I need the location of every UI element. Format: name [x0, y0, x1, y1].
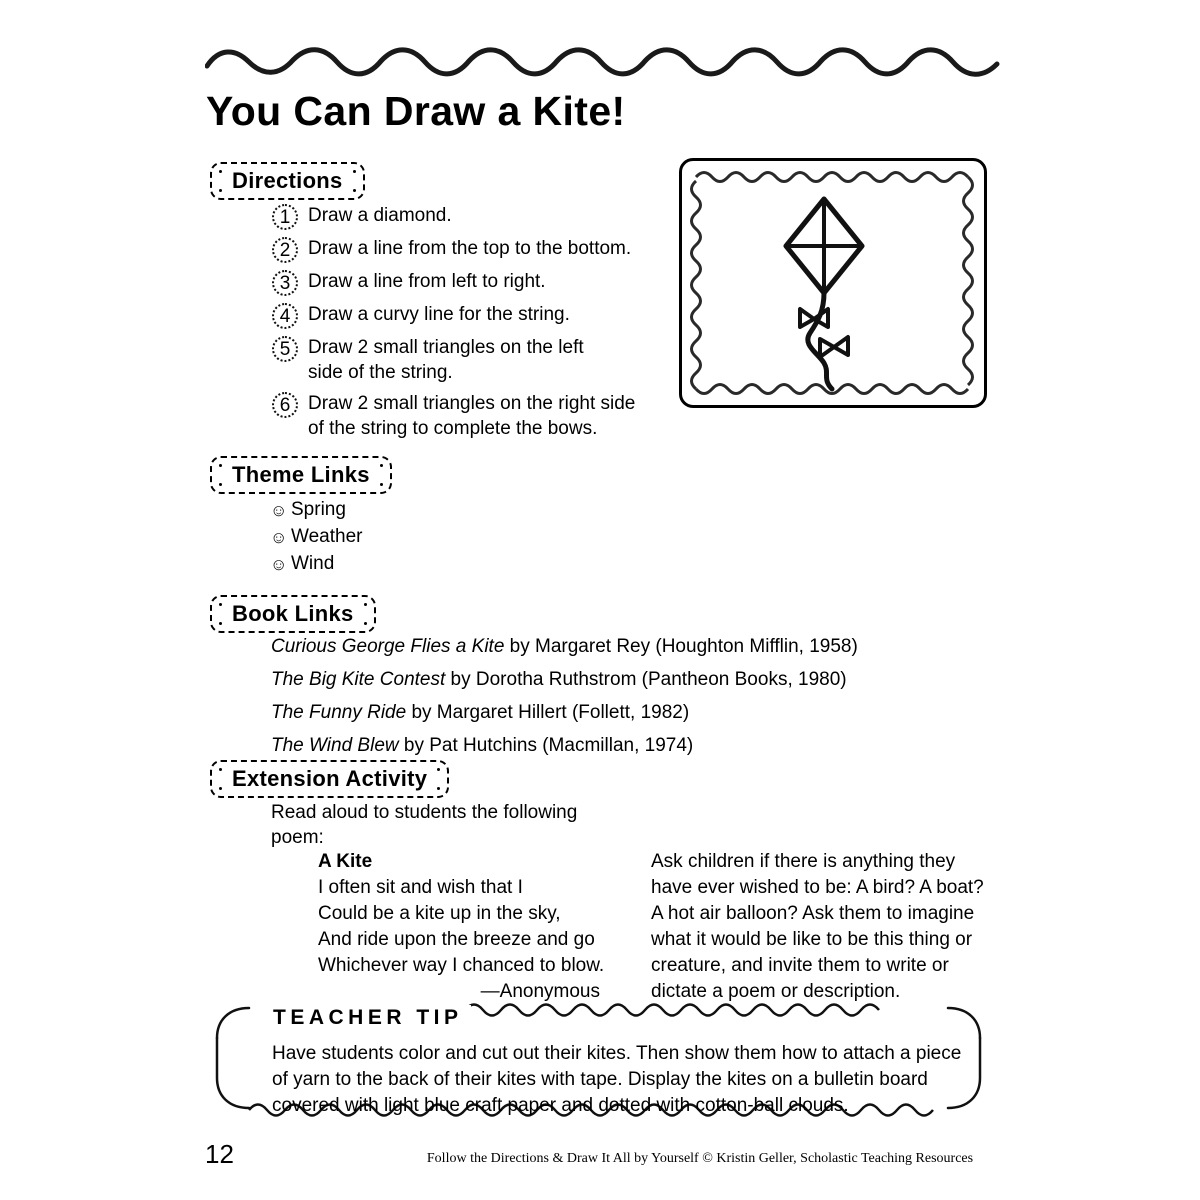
book-citation: by Margaret Rey (Houghton Mifflin, 1958): [504, 636, 858, 657]
section-label-extension-activity: [210, 760, 449, 798]
list-item: [272, 391, 672, 441]
list-item: [270, 524, 362, 551]
step-number-badge: 6: [272, 392, 298, 418]
step-text: Draw 2 small triangles on the left side of the string.: [308, 337, 584, 383]
teacher-tip-body: Have students color and cut out their kites. Then show them how to attach a piece of yarn to the back of their kites with tape. Display the kites on a bulletin board covered with light blue craft paper and dotted with cotton-ball clouds.: [272, 1043, 962, 1116]
step-text: Draw a line from the top to the bottom.: [308, 238, 632, 259]
book-title: Curious George Flies a Kite: [271, 636, 505, 657]
section-label-text: Theme Links: [232, 462, 370, 487]
teacher-tip-title: TEACHER TIP: [271, 1005, 471, 1031]
step-number-badge: 3: [272, 270, 298, 296]
theme-links-list: [270, 497, 362, 578]
section-label-book-links: [210, 595, 376, 633]
kite-illustration-frame: [679, 158, 987, 408]
kite-drawing: [682, 161, 984, 405]
section-label-text: Directions: [232, 168, 343, 193]
theme-label: Spring: [291, 499, 346, 520]
teacher-tip-box: [209, 1002, 988, 1117]
wavy-rule-decoration: [205, 40, 1005, 82]
directions-list: [272, 203, 672, 447]
step-text: Draw a diamond.: [308, 205, 452, 226]
poem-attribution: —Anonymous: [480, 981, 600, 1002]
section-label-theme-links: [210, 456, 392, 494]
book-citation: by Margaret Hillert (Follett, 1982): [406, 702, 690, 723]
list-item: [272, 269, 672, 296]
poem-line: And ride upon the breeze and go: [318, 929, 595, 950]
step-number-badge: 4: [272, 303, 298, 329]
smiley-face-icon: ☺: [270, 555, 288, 574]
section-label-text: Extension Activity: [232, 766, 428, 791]
poem-block: [318, 849, 638, 1005]
book-title: The Wind Blew: [271, 735, 399, 756]
step-number-badge: 1: [272, 204, 298, 230]
step-number-badge: 5: [272, 336, 298, 362]
book-citation: by Pat Hutchins (Macmillan, 1974): [398, 735, 694, 756]
section-label-text: Book Links: [232, 601, 354, 626]
list-item: [272, 302, 672, 329]
step-number-badge: 2: [272, 237, 298, 263]
step-text: Draw a line from left to right.: [308, 271, 546, 292]
section-label-directions: [210, 162, 365, 200]
list-item: [271, 699, 911, 726]
poem-title: A Kite: [318, 851, 373, 872]
theme-label: Weather: [291, 526, 363, 547]
step-text: Draw 2 small triangles on the right side of the string to complete the bows.: [308, 393, 636, 439]
page-title: You Can Draw a Kite!: [206, 88, 626, 134]
book-title: The Big Kite Contest: [271, 669, 446, 690]
poem-line: Could be a kite up in the sky,: [318, 903, 561, 924]
extension-intro-text: Read aloud to students the following poem:: [271, 802, 578, 848]
list-item: [271, 633, 911, 660]
list-item: [271, 666, 911, 693]
list-item: [270, 551, 362, 578]
theme-label: Wind: [291, 553, 335, 574]
poem-line: Whichever way I chanced to blow.: [318, 955, 605, 976]
list-item: [272, 236, 672, 263]
book-title: The Funny Ride: [271, 702, 407, 723]
step-text: Draw a curvy line for the string.: [308, 304, 570, 325]
list-item: [272, 335, 672, 385]
list-item: [271, 732, 911, 759]
list-item: [270, 497, 362, 524]
extension-right-column-text: Ask children if there is anything they have ever wished to be: A bird? A boat? A hot air balloon? Ask them to imagine what it would be like to be this thing or creature, and invite them to write or dictate a poem or description.: [651, 851, 984, 1002]
book-links-list: [271, 633, 911, 765]
smiley-face-icon: ☺: [270, 528, 288, 547]
footer-credit: Follow the Directions & Draw It All by Yourself © Kristin Geller, Scholastic Teaching Resources: [426, 1151, 974, 1166]
smiley-face-icon: ☺: [270, 501, 288, 520]
page-number: 12: [205, 1139, 234, 1169]
poem-line: I often sit and wish that I: [318, 877, 523, 898]
book-citation: by Dorotha Ruthstrom (Pantheon Books, 1980): [445, 669, 847, 690]
list-item: [272, 203, 672, 230]
